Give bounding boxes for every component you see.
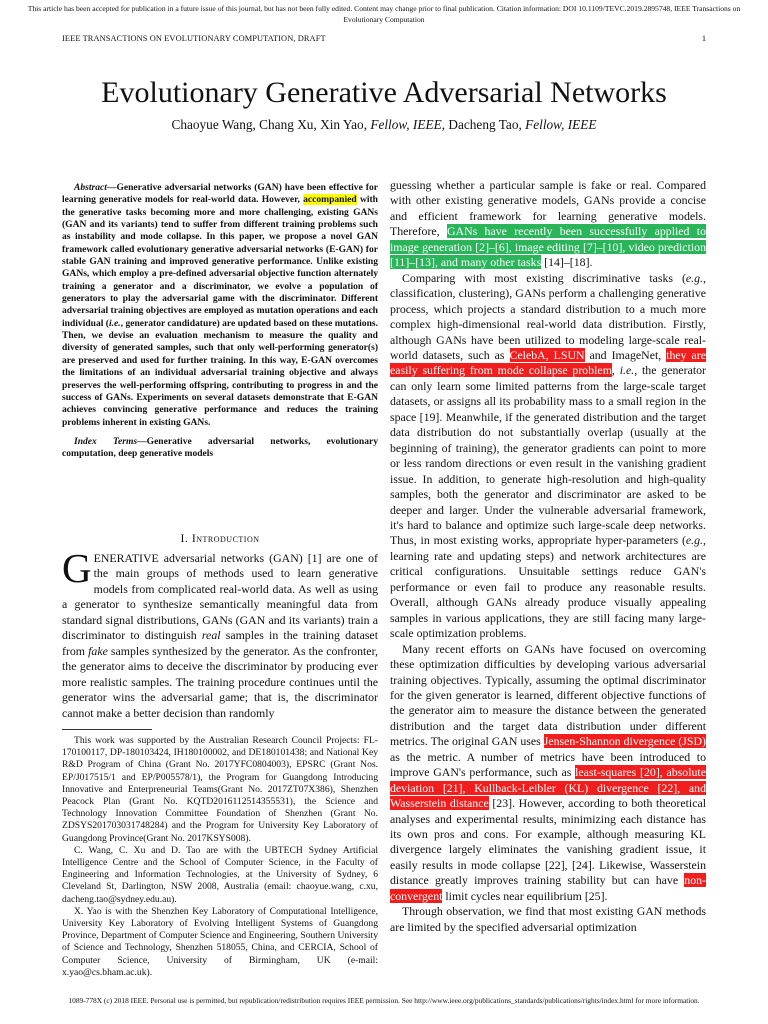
copyright-footer: 1089-778X (c) 2018 IEEE. Personal use is permitted, but republication/redistribution requires IEEE permission. See http://www.ieee.org/publications_standards/publications/rights/index.html for more information.	[68, 996, 700, 1005]
body-text: and ImageNet,	[584, 347, 667, 362]
highlight-yellow: accompanied	[303, 194, 357, 206]
right-column	[390, 178, 706, 935]
running-head: IEEE TRANSACTIONS ON EVOLUTIONARY COMPUTATION, DRAFT	[62, 34, 326, 43]
paragraph	[390, 178, 706, 271]
footnotes	[62, 735, 378, 979]
index-terms-lead: Index Terms	[74, 435, 138, 447]
paper-title: Evolutionary Generative Adversarial Networks	[101, 76, 667, 109]
fellow-label: Fellow, IEEE	[525, 117, 597, 132]
paragraph	[390, 271, 706, 642]
body-eg: e.g.	[685, 533, 704, 548]
index-terms-text: —Generative adversarial networks, evolutionary computation, deep generative models	[62, 435, 378, 460]
abstract-lead: Abstract	[74, 182, 107, 193]
body-eg: e.g.	[685, 270, 704, 285]
footnote-funding: This work was supported by the Australian Research Council Projects: FL-170100117, DP-180103424, IH180100002, and DE180101438; and National Key R&D Program of China (Grant No. 2017YFC0804003), EPSRC (Grant Nos. EP/J017515/1 and EP/P005578/1), the Program for Guangdong Introducing Innovative and Enterpreneurial Teams(Grant No. 2017ZT07X386), Shenzhen Peacock Plan (Grant No. KQTD2016112514355531), the Science and Technology Innovation Committee Foundation of Shenzhen (Grant No. ZDSYS201703031748284) and the Program for University Key Laboratory of Guangdong Province(Grant No. 2017KSYS008).	[62, 735, 378, 844]
body-text: [14]–[18].	[541, 255, 593, 270]
body-text: , classification, clustering), GANs perform a challenging generative process, which projects a standard distribution to a much more complex high-dimensional real-world data distribution. Firstly, although GANs have been utilized to modeling large-scale real-world datasets, such as	[390, 270, 706, 362]
body-text: as the metric. A number of metrics have been introduced to improve GAN's performance, such as	[390, 749, 706, 780]
body-ie: i.e.	[619, 363, 635, 378]
section-title: Introduction	[191, 531, 260, 545]
body-text: Comparing with most existing discriminative tasks (	[402, 270, 686, 285]
section-heading	[62, 531, 378, 546]
body-text: Many recent efforts on GANs have focused on overcoming these optimization difficulties by developing various adversarial training objectives. Typically, assuming the optimal discriminator for the given generator is learned, different objective functions of the generator aim to measure the distance between the generated distribution and the target data distribution under different metrics. The original GAN uses	[390, 641, 706, 749]
left-column	[62, 182, 378, 461]
body-text: , the generator can only learn some limited patterns from the large-scale target datasets, or assigns all its probability mass to a small region in the space [19]. Meanwhile, if the generated distribution and the target data distribution do not substantially overlap (usually at the beginning of training), the generator gradients can point to more or less random directions or even result in the vanishing gradient issue. In addition, to generate high-resolution and high-quality samples, both the generator and discriminator are asked to be deeper and larger. Under the vulnerable adversarial framework, it's hard to balance and optimize such large-scale deep networks. Thus, in most existing works, appropriate hyper-parameters (	[390, 363, 707, 548]
highlight-green: GANs have recently been successfully applied to image generation [2]–[6], image editing [7]–[10], video prediction [11]–[13], and many other tasks	[390, 224, 706, 270]
highlight-red: Jensen-Shannon divergence (JSD)	[543, 734, 707, 749]
intro-fake: fake	[88, 643, 108, 658]
paragraph: Through observation, we find that most existing GAN methods are limited by the specified adversarial optimization	[390, 904, 706, 934]
paragraph	[390, 642, 706, 905]
author-list	[0, 117, 768, 133]
abstract-text: —Generative adversarial networks (GAN) have been effective for learning generative models for real-world data. However,	[62, 182, 378, 206]
drop-cap: G	[62, 545, 92, 591]
body-text: [23]. However, according to both theoretical analyses and experimental results, minimizing each distance has its own pros and cons. For example, although measuring KL divergence largely eliminates the vanishing gradient issue, it easily results in mode collapse [22], [24]. Likewise, Wasserstein distance greatly improves training stability but can have	[390, 796, 707, 888]
highlight-red: they are easily suffering from mode collapse problem	[390, 347, 706, 378]
body-text: ,	[611, 363, 620, 378]
abstract-text: with the generative tasks becoming more and more challenging, existing GANs (GAN and its variants) tend to suffer from different training problems such as instability and mode collapse. In this paper, we propose a novel GAN framework called evolutionary generative adversarial networks (E-GAN) for stable GAN training and improved generative performance. Unlike existing GANs, which employ a pre-defined adversarial objective function alternately training a generator and a discriminator, we evolve a population of generators to play the adversarial game with the discriminator. Different adversarial training objectives are employed as mutation operations and each individual (	[62, 194, 378, 329]
intro-text: ENERATIVE adversarial networks (GAN) [1] are one of the main groups of methods used to learn generative models from complicated real-world data. As well as using a generator to synthesize semantically meaningful data from standard signal distributions, GANs (GAN and its variants) train a discriminator to distinguish	[62, 551, 378, 643]
body-text: , learning rate and updating steps) and network architectures are critical configurations. Unsuitable settings reduce GAN's performance or even fail to produce any reasonable results. Overall, although GANs already produce visually appealing samples in various applications, they are still facing many large-scale optimization problems.	[390, 533, 706, 641]
page-number: 1	[701, 34, 706, 43]
abstract	[62, 182, 378, 429]
publication-notice: This article has been accepted for publication in a future issue of this journal, but has not been fully edited. Content may change prior to final publication. Citation information: DOI 10.1109/TEVC.2019.2895748, IEEE Transactions on Evolutionary Computation	[27, 4, 741, 24]
body-text: guessing whether a particular sample is fake or real. Compared with other existing generative models, GANs provide a concise and efficient framework for learning generative models. Therefore,	[390, 178, 706, 239]
intro-text: samples synthesized by the generator. As the confronter, the generator aims to deceive the discriminator by producing ever more realistic samples. The training procedure continues until the generator wins the adversarial game; that is, the discriminator cannot make a better decision than randomly	[62, 643, 378, 720]
intro-real: real	[201, 628, 221, 643]
highlight-red: non-convergent	[390, 873, 706, 903]
footnote-affiliation: X. Yao is with the Shenzhen Key Laboratory of Computational Intelligence, University Key Laboratory of Evolving Intelligent Systems of Guangdong Province, Department of Computer Science and Engineering, Southern University of Science and Technology, Shenzhen 518055, China, and CERCIA, School of Computer Science, University of Birmingham, UK (e-mail: x.yao@cs.bham.ac.uk).	[62, 905, 378, 978]
authors-part: , Dacheng Tao,	[441, 117, 526, 132]
intro-text: samples in the training dataset from	[62, 628, 378, 658]
footnote-affiliation: C. Wang, C. Xu and D. Tao are with the UBTECH Sydney Artificial Intelligence Centre and the School of Computer Science, in the Faculty of Engineering and Information Technologies, at the University of Sydney, 6 Cleveland St, Darlington, NSW 2008, Australia (email: chaoyue.wang, c.xu, dacheng.tao@sydney.edu.au).	[62, 844, 378, 905]
fellow-label: Fellow, IEEE	[370, 117, 442, 132]
footnote-rule	[62, 729, 152, 730]
abstract-ie: i.e.	[108, 317, 121, 329]
index-terms	[62, 436, 378, 461]
highlight-red: least-squares [20], absolute deviation [21], Kullback-Leibler (KL) divergence [22], and Wasserstein distance	[390, 765, 706, 811]
highlight-red: CelebA, LSUN	[509, 347, 585, 362]
abstract-text: , generator candidature) are updated based on these mutations. Then, we devise an evaluation mechanism to measure the quality and diversity of generated samples, such that only well-performing generator(s) are preserved and used for further training. In this way, E-GAN overcomes the limitations of an individual adversarial training objective and always preserves the well-performing offspring, contributing to progress in and the success of GANs. Experiments on several datasets demonstrate that E-GAN achieves convincing generative performance and reduces the training problems inherent in existing GANs.	[62, 317, 378, 428]
intro-paragraph	[62, 545, 378, 721]
section-number: I.	[180, 531, 192, 545]
authors-part: Chaoyue Wang, Chang Xu, Xin Yao,	[171, 117, 371, 132]
body-text: limit cycles near equilibrium [25].	[442, 888, 608, 903]
